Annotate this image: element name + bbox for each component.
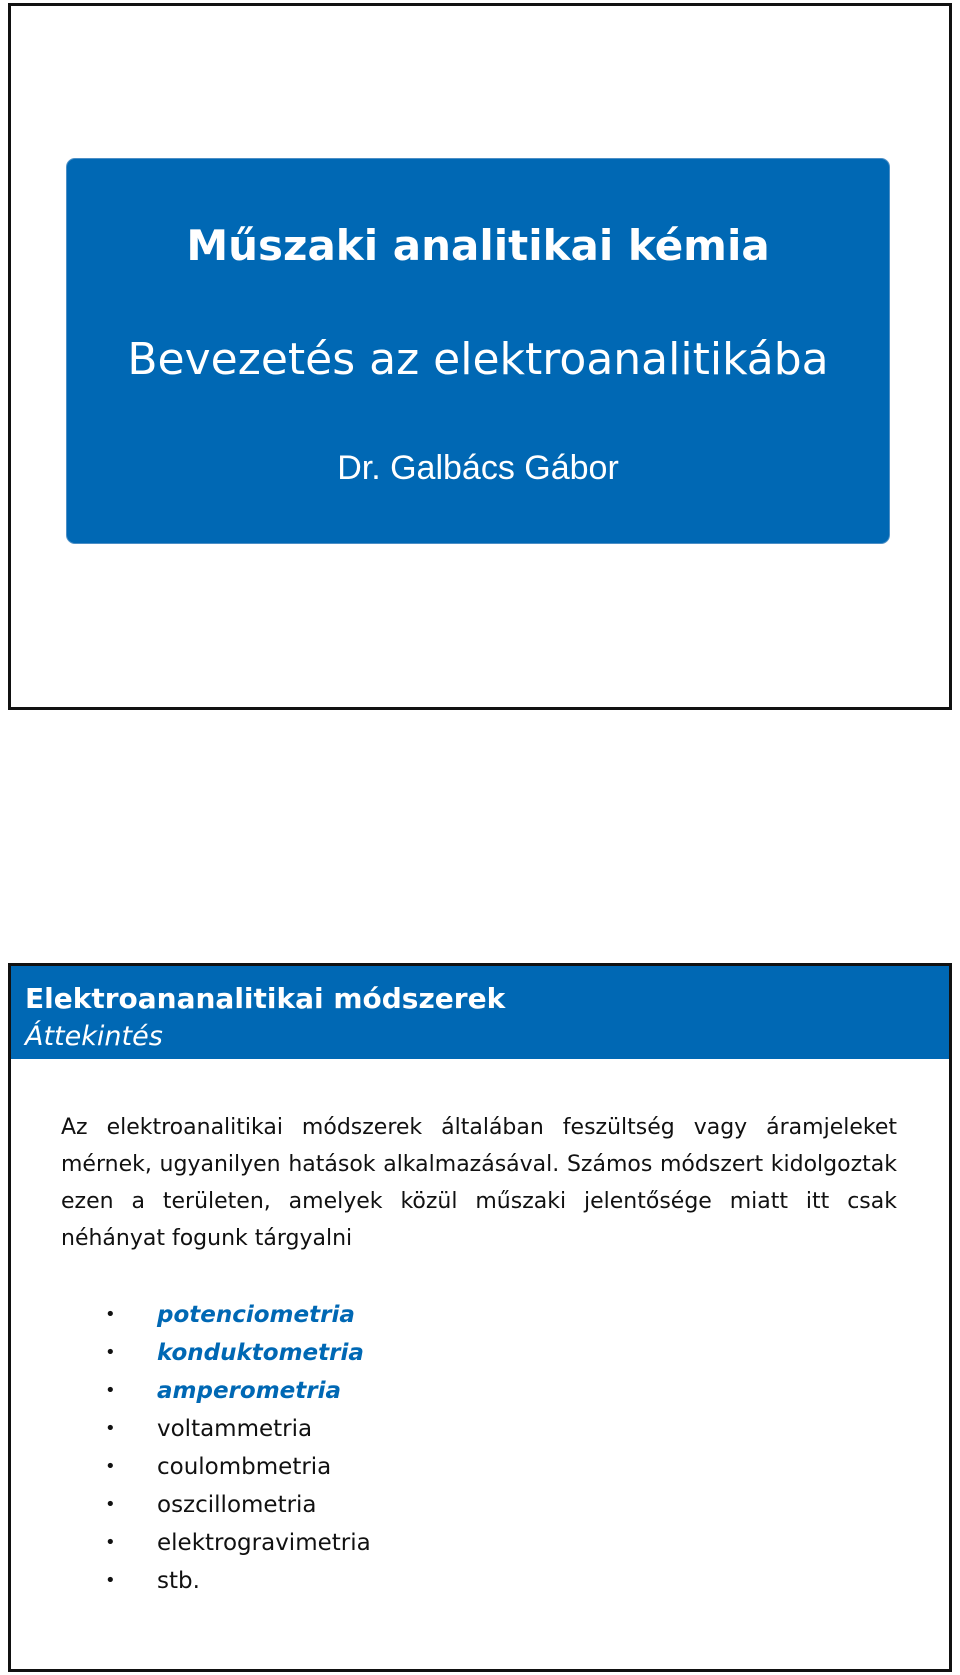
bullet-icon: • [105,1418,116,1439]
bullet-icon: • [105,1456,116,1477]
intro-paragraph: Az elektroanalitikai módszerek általában feszültség vagy áramjeleket mérnek, ugyanilyen hatások alkalmazásával. Számos módszert kidolgoztak ezen a területen, amelyek közül műszaki jelentősége miatt itt csak néhányat fogunk tárgyalni [61,1115,897,1251]
bullet-icon: • [105,1532,116,1553]
method-label: amperometria [157,1378,341,1404]
list-item [105,1334,371,1372]
method-label: stb. [157,1568,200,1594]
method-label: coulombmetria [157,1454,332,1480]
slide-subtitle: Bevezetés az elektroanalitikába [127,334,829,385]
section-subtitle: Áttekintés [25,1021,163,1052]
content-slide [8,963,952,1672]
section-title: Elektroananalitikai módszerek [25,982,506,1015]
method-label: potenciometria [157,1302,355,1328]
bullet-icon: • [105,1342,116,1363]
bullet-icon: • [105,1380,116,1401]
methods-list [105,1296,371,1600]
bullet-icon: • [105,1494,116,1515]
bullet-icon: • [105,1304,116,1325]
author-name: Dr. Galbács Gábor [337,449,619,487]
list-item [105,1372,371,1410]
title-box [66,158,890,544]
bullet-icon: • [105,1570,116,1591]
title-slide [8,3,952,710]
slide-title: Műszaki analitikai kémia [186,221,770,270]
list-item [105,1524,371,1562]
list-item [105,1486,371,1524]
method-label: elektrogravimetria [157,1530,371,1556]
list-item [105,1410,371,1448]
method-label: voltammetria [157,1416,313,1442]
method-label: konduktometria [157,1340,364,1366]
slide-header [11,966,949,1059]
list-item [105,1296,371,1334]
method-label: oszcillometria [157,1492,317,1518]
list-item [105,1448,371,1486]
list-item [105,1562,371,1600]
